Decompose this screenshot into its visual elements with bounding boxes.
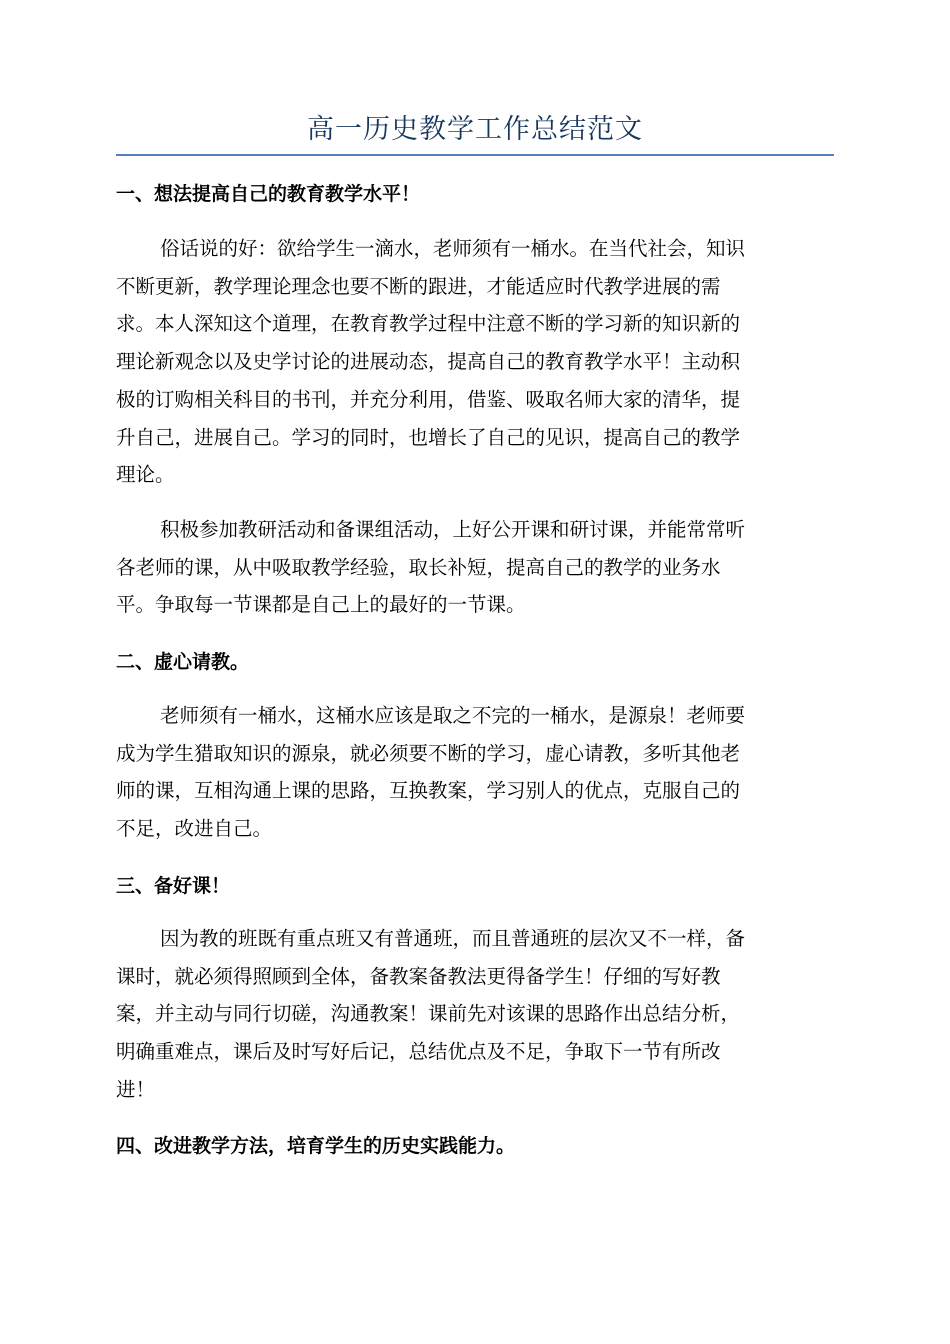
paragraph-3-1	[116, 920, 834, 1109]
text-line: 不足，改进自己。	[116, 817, 273, 841]
text-line: 老师须有一桶水，这桶水应该是取之不完的一桶水，是源泉！老师要	[160, 704, 746, 727]
text-line: 师的课，互相沟通上课的思路，互换教案，学习别人的优点，克服自己的	[116, 779, 741, 803]
text-line: 积极参加教研活动和备课组活动，上好公开课和研讨课，并能常常听	[160, 518, 746, 541]
document-title: 高一历史教学工作总结范文	[307, 114, 643, 145]
section-heading-3: 三、备好课！	[116, 875, 231, 897]
text-line: 因为教的班既有重点班又有普通班，而且普通班的层次又不一样，备	[160, 927, 746, 950]
text-line: 课时，就必须得照顾到全体，备教案备教法更得备学生！仔细的写好教	[116, 964, 721, 988]
text-line: 升自己，进展自己。学习的同时，也增长了自己的见识，提高自己的教学	[116, 425, 741, 449]
text-line: 案，并主动与同行切磋，沟通教案！课前先对该课的思路作出总结分析，	[116, 1002, 741, 1026]
paragraph-2-1	[116, 697, 834, 848]
section-heading-2: 二、虚心请教。	[116, 651, 250, 673]
text-line: 理论新观念以及史学讨论的进展动态，提高自己的教育教学水平！主动积	[116, 350, 741, 374]
text-line: 俗话说的好：欲给学生一滴水，老师须有一桶水。在当代社会，知识	[160, 237, 746, 260]
text-line: 明确重难点，课后及时写好后记，总结优点及不足，争取下一节有所改	[116, 1040, 721, 1064]
text-line: 成为学生猎取知识的源泉，就必须要不断的学习，虚心请教，多听其他老	[116, 741, 741, 765]
text-line: 理论。	[116, 463, 175, 487]
text-line: 各老师的课，从中吸取教学经验，取长补短，提高自己的教学的业务水	[116, 555, 721, 579]
text-line: 极的订购相关科目的书刊，并充分利用，借鉴、吸取名师大家的清华，提	[116, 387, 741, 411]
text-line: 平。争取每一节课都是自己上的最好的一节课。	[116, 593, 526, 617]
title-underline	[116, 154, 834, 156]
text-line: 不断更新，教学理论理念也要不断的跟进，才能适应时代教学进展的需	[116, 274, 721, 298]
text-line: 求。本人深知这个道理，在教育教学过程中注意不断的学习新的知识新的	[116, 312, 741, 336]
section-heading-1: 一、想法提高自己的教育教学水平！	[116, 183, 421, 205]
text-line: 进！	[116, 1077, 156, 1101]
paragraph-1-2	[116, 511, 834, 624]
paragraph-1-1	[116, 230, 834, 494]
section-heading-4: 四、改进教学方法，培育学生的历史实践能力。	[116, 1135, 516, 1157]
